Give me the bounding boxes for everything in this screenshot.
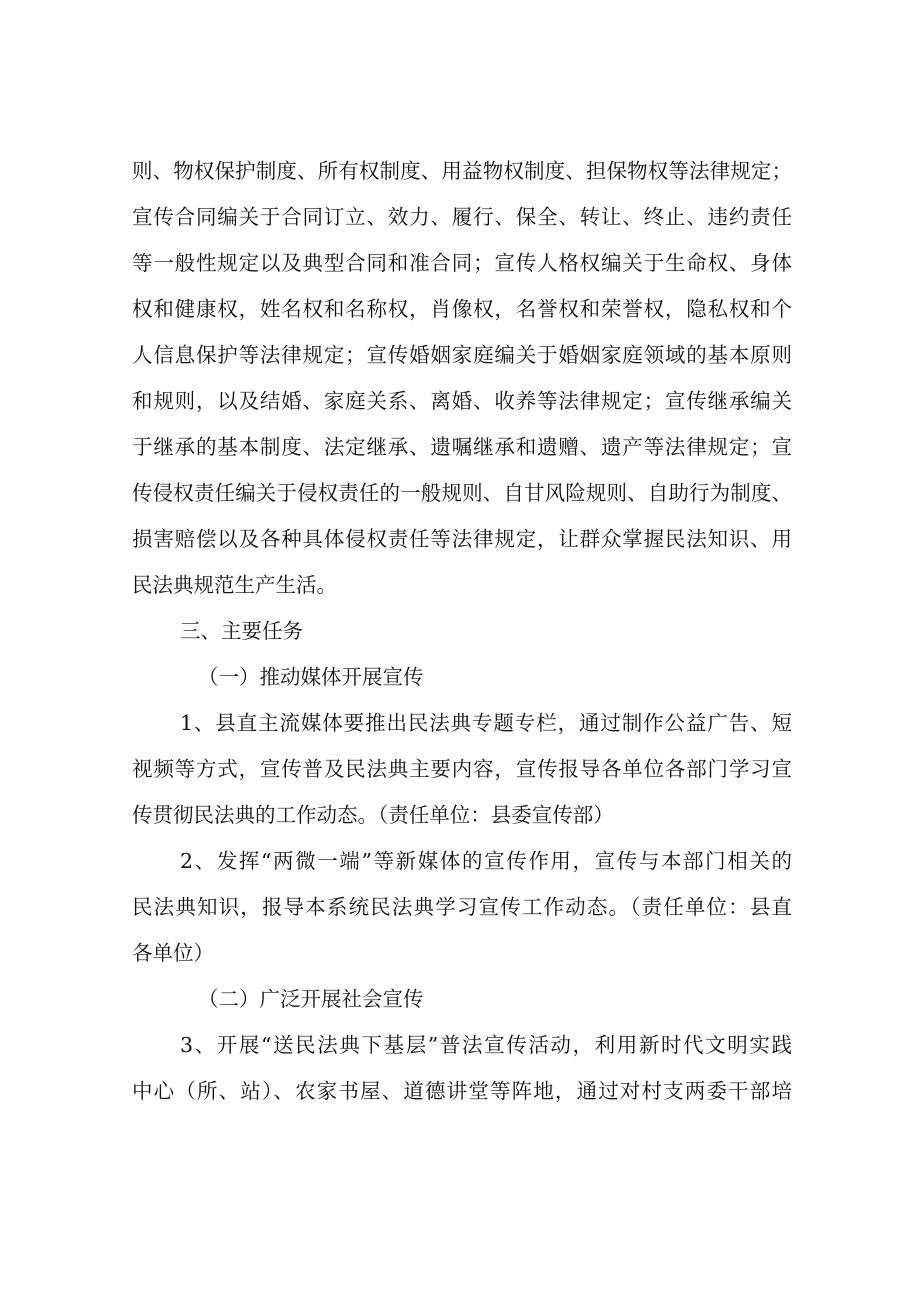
text-line: 损害赔偿以及各种具体侵权责任等法律规定，让群众掌握民法知识、用 xyxy=(132,527,792,551)
text-line: 人信息保护等法律规定；宣传婚姻家庭编关于婚姻家庭领域的基本原则 xyxy=(132,343,792,367)
text-line: 视频等方式，宣传普及民法典主要内容，宣传报导各单位各部门学习宣 xyxy=(132,757,792,781)
subsection-heading: （一）推动媒体开展宣传 xyxy=(198,665,424,689)
text-line: 权和健康权，姓名权和名称权，肖像权，名誉权和荣誉权，隐私权和个 xyxy=(132,297,792,321)
text-line: 传贯彻民法典的工作动态。（责任单位：县委宣传部） xyxy=(132,803,614,827)
text-line: 宣传合同编关于合同订立、效力、履行、保全、转让、终止、违约责任 xyxy=(132,205,792,229)
text-line: 中心（所、站）、农家书屋、道德讲堂等阵地，通过对村支两委干部培 xyxy=(132,1079,792,1103)
text-line: 和规则，以及结婚、家庭关系、离婚、收养等法律规定；宣传继承编关 xyxy=(132,389,792,413)
text-line: 3、开展“送民法典下基层”普法宣传活动，利用新时代文明实践 xyxy=(180,1033,792,1057)
text-line: 2、发挥“两微一端”等新媒体的宣传作用，宣传与本部门相关的 xyxy=(180,849,792,873)
section-heading: 三、主要任务 xyxy=(180,619,303,643)
text-line: 各单位） xyxy=(132,941,214,965)
text-line: 则、物权保护制度、所有权制度、用益物权制度、担保物权等法律规定； xyxy=(132,159,792,183)
text-line: 等一般性规定以及典型合同和准合同；宣传人格权编关于生命权、身体 xyxy=(132,251,792,275)
subsection-heading: （二）广泛开展社会宣传 xyxy=(198,987,424,1011)
text-line: 于继承的基本制度、法定继承、遗嘱继承和遗赠、遗产等法律规定；宣 xyxy=(132,435,792,459)
text-line: 1、县直主流媒体要推出民法典专题专栏，通过制作公益广告、短 xyxy=(180,711,792,735)
text-line: 民法典规范生产生活。 xyxy=(132,573,337,597)
text-line: 民法典知识，报导本系统民法典学习宣传工作动态。（责任单位：县直 xyxy=(132,895,792,919)
text-line: 传侵权责任编关于侵权责任的一般规则、自甘风险规则、自助行为制度、 xyxy=(132,481,792,505)
